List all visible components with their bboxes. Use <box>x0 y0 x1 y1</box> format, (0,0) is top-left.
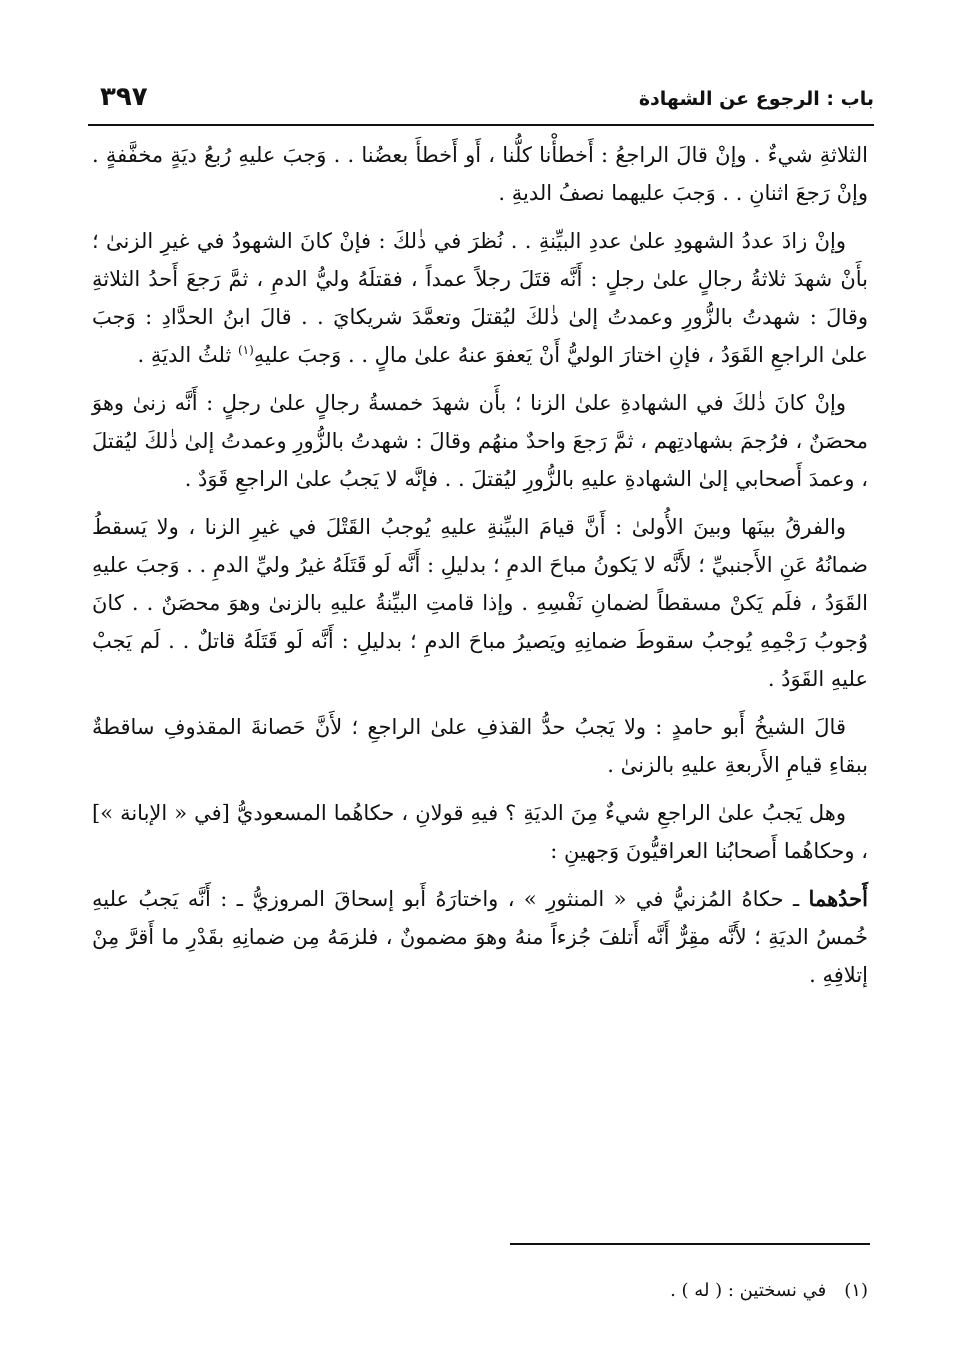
paragraph-2 <box>92 222 868 374</box>
chapter-title: باب : الرجوع عن الشهادة <box>638 88 874 110</box>
paragraph-2-end: ثلثُ الديَةِ . <box>137 343 238 367</box>
paragraph-6: وهل يَجبُ علىٰ الراجعِ شيءٌ مِنَ الديَةِ ؟ فيهِ قولانِ ، حكاهُما المسعوديُّ [في « الإبانة »] ، وحكاهُما أَصحابُنا العراقيُّونَ وَجهينِ : <box>92 801 868 863</box>
main-text <box>92 136 868 1004</box>
header-rule <box>88 124 874 126</box>
paragraph-5: قالَ الشيخُ أَبو حامدٍ : ولا يَجبُ حدُّ القذفِ علىٰ الراجعِ ؛ لأَنَّ حَصانةَ المقذوفِ ساقطةٌ ببقاءِ قيامِ الأَربعةِ عليهِ بالزنىٰ . <box>92 715 868 777</box>
paragraph-2-text: وإنْ زادَ عددُ الشهودِ علىٰ عددِ البيِّنةِ . . نُظرَ في ذٰلكَ : فإنْ كانَ الشهودُ في غيرِ الزنىٰ ؛ بأَنْ شهدَ ثلاثةُ رجالٍ علىٰ رجلٍ : أَنَّه قتَلَ رجلاً عمداً ، فقتلَهُ وليُّ الدمِ ، ثمَّ رَجعَ أَحدُ الثلاثةِ وقالَ : شهدتُ بالزُّورِ وعمدتُ إلىٰ ذٰلكَ ليُقتلَ وتعمَّدَ شريكايَ . . قالَ ابنُ الحدَّادِ : وَجبَ علىٰ الراجعِ القَوَدُ ، فإنِ اختارَ الوليُّ أَنْ يَعفوَ عنهُ علىٰ مالٍ . . وَجبَ عليهِ <box>92 229 868 367</box>
paragraph-1: الثلاثةِ شيءٌ . وإنْ قالَ الراجعُ : أَخطأْنا كلُّنا ، أَو أَخطأَ بعضُنا . . وَجبَ عليهِ رُبعُ ديَةٍ مخفَّفةٍ . وإنْ رَجعَ اثنانِ . . وَجبَ عليهما نصفُ الديةِ . <box>92 143 868 205</box>
footnote-rule <box>510 1243 870 1245</box>
footnote-reference[interactable]: (١) <box>237 343 254 357</box>
page-header <box>88 78 874 122</box>
paragraph-7-text: ـ حكاهُ المُزنيُّ في « المنثورِ » ، واختارَهُ أَبو إسحاقَ المروزيُّ ـ : أَنَّه يَجبُ عليهِ خُمسُ الديَةِ ؛ لأَنَّه مقِرٌّ أَنَّه أَتلفَ جُزءاً منهُ وهوَ مضمونٌ ، فلزمَهُ مِن ضمانِهِ بقَدْرِ ما أَقرَّ مِنْ إتلافِهِ . <box>92 887 868 987</box>
page-number: ٣٩٧ <box>100 82 148 112</box>
footnote-text: في نسختين : ( له ) . <box>670 1280 827 1301</box>
paragraph-7-lead: أَحدُهما <box>808 886 868 911</box>
footnote-number: (١) <box>844 1280 868 1301</box>
footnote <box>92 1276 868 1306</box>
paragraph-3: وإنْ كانَ ذٰلكَ في الشهادةِ علىٰ الزنا ؛ بأَن شهدَ خمسةُ رجالٍ علىٰ رجلٍ : أَنَّه زنىٰ وهوَ محصَنٌ ، فرُجمَ بشهادتِهم ، ثمَّ رَجعَ واحدٌ منهُم وقالَ : شهدتُ بالزُّورِ وعمدتُ إلىٰ ذٰلكَ ليُقتلَ ، وعمدَ أَصحابي إلىٰ الشهادةِ عليهِ بالزُّورِ ليُقتلَ . . فإنَّه لا يَجبُ علىٰ الراجعِ قَوَدٌ . <box>92 391 868 491</box>
paragraph-7 <box>92 880 868 994</box>
paragraph-4: والفرقُ بينَها وبينَ الأُولىٰ : أَنَّ قيامَ البيِّنةِ عليهِ يُوجبُ القَتْلَ في غيرِ الزنا ، ولا يَسقطُ ضمانُهُ عَنِ الأَجنبيِّ ؛ لأَنَّه لا يَكونُ مباحَ الدمِ ؛ بدليلِ : أَنَّه لَو قَتَلَهُ غيرُ وليِّ الدمِ . . وَجبَ عليهِ القَوَدُ ، فلَم يَكنْ مسقطاً لضمانِ نَفْسِهِ . وإذا قامتِ البيِّنةُ عليهِ بالزنىٰ وهوَ محصَنٌ . . كانَ وُجوبُ رَجْمِهِ يُوجبُ سقوطَ ضمانِهِ ويَصيرُ مباحَ الدمِ ؛ بدليلِ : أَنَّه لَو قَتَلَهُ قاتلٌ . . لَم يَجبْ عليهِ القَوَدُ . <box>92 515 868 691</box>
